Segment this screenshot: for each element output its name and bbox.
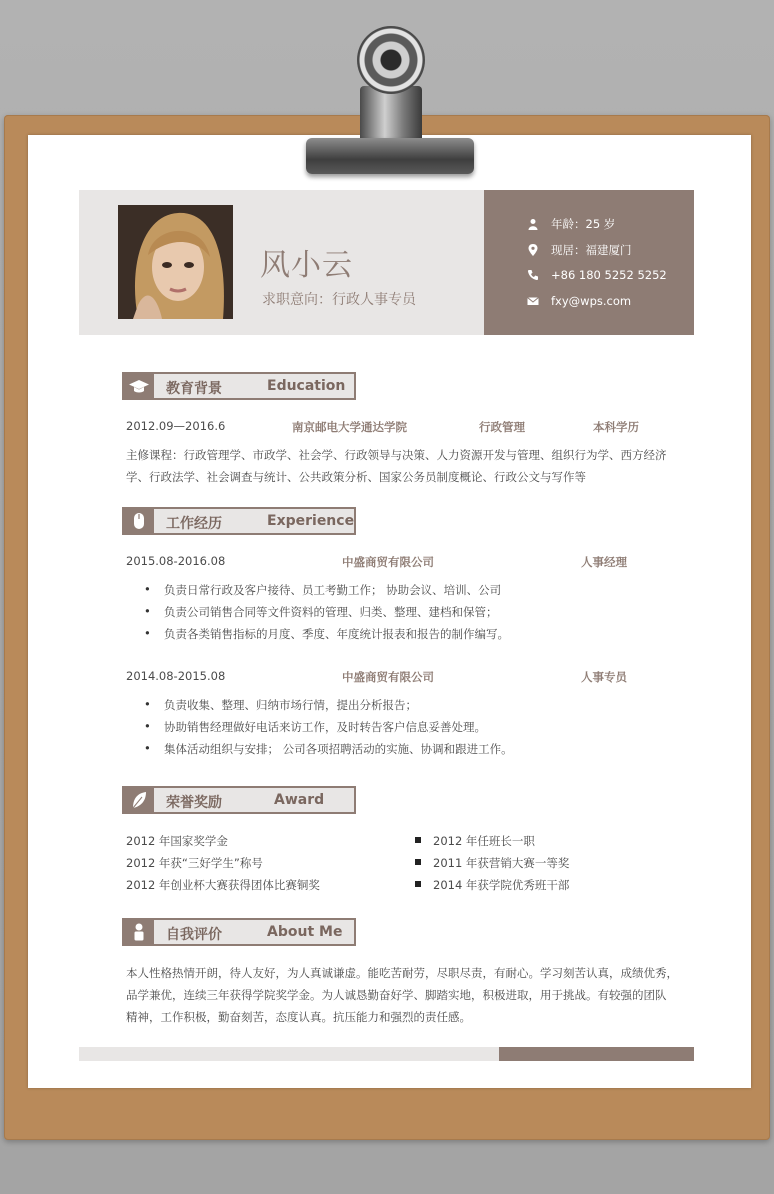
education-section-header: 教育背景 Education (122, 372, 356, 400)
header-contact-panel (484, 190, 694, 335)
clip-stem (360, 86, 422, 146)
mouse-icon (124, 509, 154, 533)
person-icon (124, 920, 154, 944)
clip-base (306, 138, 474, 174)
job2-period: 2014.08-2015.08 (126, 669, 226, 683)
education-courses-line1: 主修课程：行政管理学、市政学、社会学、行政领导与决策、人力资源开发与管理、组织行为学、西方经济 (126, 448, 667, 462)
job1-duty: • 负责公司销售合同等文件资料的管理、归类、整理、建档和保管； (164, 604, 498, 620)
mail-icon (527, 295, 539, 307)
contact-email: fxy@wps.com (527, 294, 631, 308)
job1-title: 人事经理 (581, 555, 627, 569)
location-pin-icon (527, 244, 539, 256)
candidate-name: 风小云 (260, 248, 353, 283)
person-icon (527, 218, 539, 230)
footer-bar-right (499, 1047, 694, 1061)
education-courses-line2: 学、行政法学、社会调查与统计、公共政策分析、国家公务员制度概论、行政公文与写作等 (126, 470, 586, 484)
contact-phone: +86 180 5252 5252 (527, 268, 667, 282)
award-item: 2014 年获学院优秀班干部 (433, 878, 570, 892)
experience-section-header: 工作经历 Experience (122, 507, 356, 535)
job1-duty: • 负责各类销售指标的月度、季度、年度统计报表和报告的制作编写。 (164, 626, 509, 642)
job1-company: 中盛商贸有限公司 (342, 555, 434, 569)
award-section-header: 荣誉奖励 Award (122, 786, 356, 814)
job2-duty: • 负责收集、整理、归纳市场行情，提出分析报告； (164, 697, 417, 713)
about-section-header: 自我评价 About Me (122, 918, 356, 946)
job2-duty: • 协助销售经理做好电话来访工作，及时转告客户信息妥善处理。 (164, 719, 486, 735)
about-line3: 精神，工作积极，勤奋刻苦，态度认真。抗压能力和强烈的责任感。 (126, 1010, 471, 1024)
job1-duty: • 负责日常行政及客户接待、员工考勤工作； 协助会议、培训、公司 (164, 582, 501, 598)
award-item: 2011 年获营销大赛一等奖 (433, 856, 570, 870)
contact-age: 年龄：25 岁 (527, 216, 615, 232)
graduation-cap-icon (124, 374, 154, 398)
clip-ring (357, 26, 425, 94)
footer-bar-left (79, 1047, 499, 1061)
award-item: 2012 年创业杯大赛获得团体比赛铜奖 (126, 878, 320, 892)
job2-duty: • 集体活动组织与安排； 公司各项招聘活动的实施、协调和跟进工作。 (164, 741, 513, 757)
contact-location: 现居：福建厦门 (527, 242, 632, 258)
award-item: 2012 年国家奖学金 (126, 834, 228, 848)
job1-period: 2015.08-2016.08 (126, 554, 226, 568)
education-degree: 本科学历 (593, 420, 639, 434)
job2-title: 人事专员 (581, 670, 627, 684)
leaf-icon (124, 788, 154, 812)
about-line2: 品学兼优，连续三年获得学院奖学金。为人诚恳勤奋好学、脚踏实地，积极进取，用于挑战。有较强的团队 (126, 988, 667, 1002)
education-period: 2012.09—2016.6 (126, 419, 226, 433)
education-school: 南京邮电大学通达学院 (292, 420, 407, 434)
award-item: 2012 年获“三好学生”称号 (126, 856, 263, 870)
education-major: 行政管理 (479, 420, 525, 434)
phone-icon (527, 269, 539, 281)
award-item: 2012 年任班长一职 (433, 834, 535, 848)
job-intent: 求职意向：行政人事专员 (262, 292, 416, 308)
job2-company: 中盛商贸有限公司 (342, 670, 434, 684)
profile-photo (118, 205, 233, 319)
about-line1: 本人性格热情开朗，待人友好，为人真诚谦虚。能吃苦耐劳，尽职尽责，有耐心。学习刻苦认真，成绩优秀， (126, 966, 678, 980)
